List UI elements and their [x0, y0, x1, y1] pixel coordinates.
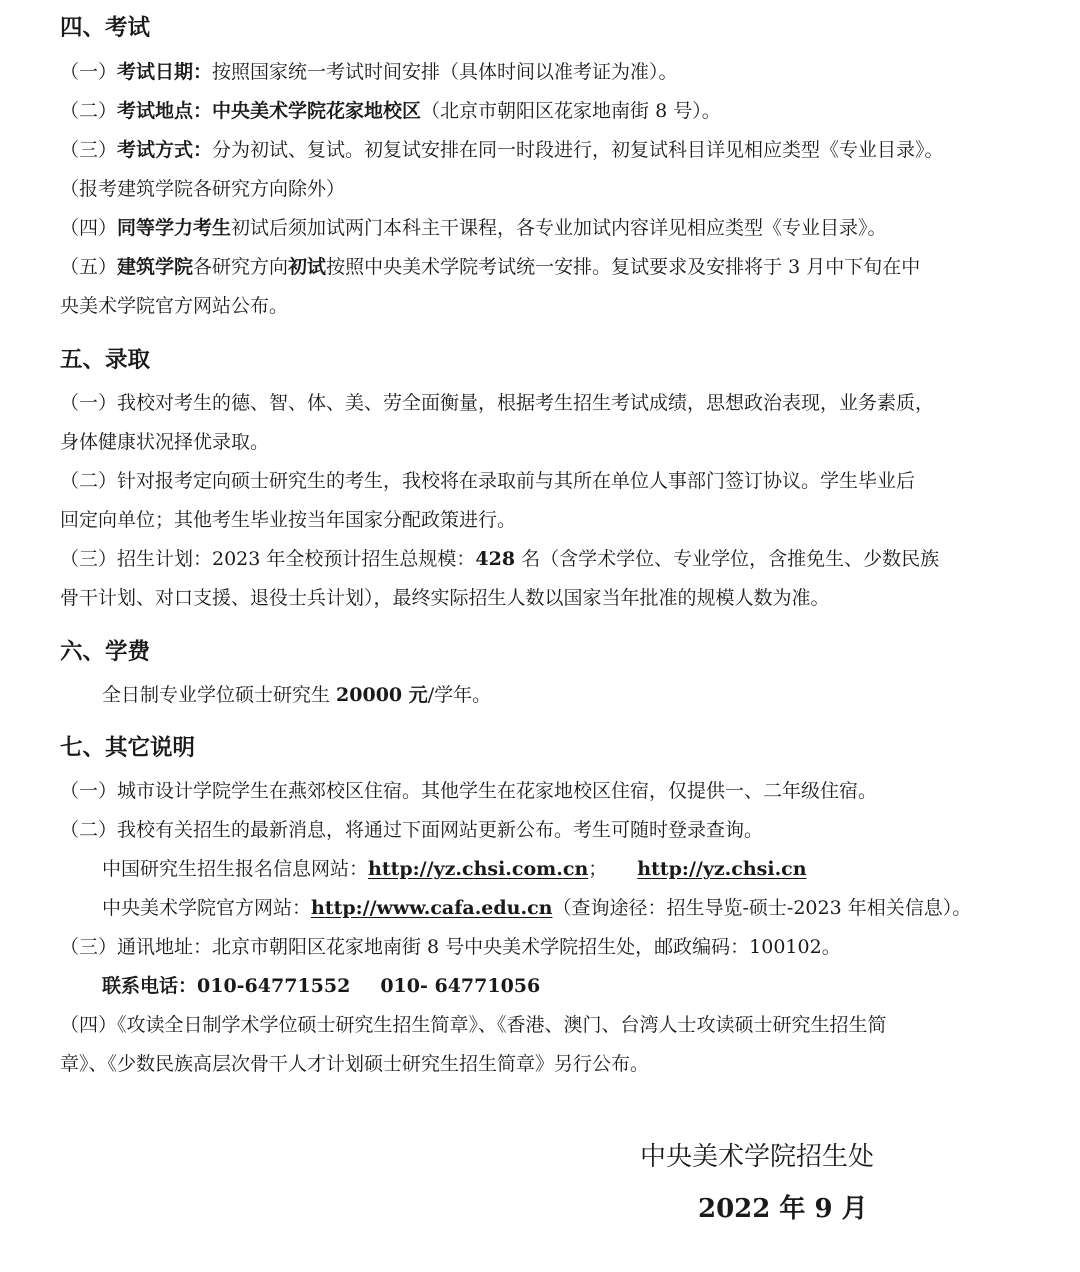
- tuition-amount: 20000: [336, 684, 403, 706]
- section-6-heading: [60, 632, 1028, 672]
- architecture-line-cont: [60, 286, 1028, 326]
- exam-method-line: [60, 130, 1028, 170]
- item-number: （四）: [60, 217, 118, 239]
- chsi-website-label: 中国研究生招生报名信息网站：: [102, 858, 369, 880]
- enrollment-plan-text: （三）招生计划：2023 年全校预计招生总规模：: [60, 548, 476, 570]
- admission-line-2: [60, 422, 1028, 462]
- admission-text: （二）针对报考定向硕士研究生的考生，我校将在录取前与其所在单位人事部门签订协议。学生毕业后: [60, 470, 916, 492]
- exam-location-line: [60, 91, 1028, 131]
- tuition-text: 全日制专业学位硕士研究生: [102, 684, 337, 706]
- item-number: （三）: [60, 139, 118, 161]
- equivalent-candidates-label: 同等学力考生: [117, 217, 232, 239]
- news-text: （二）我校有关招生的最新消息，将通过下面网站更新公布。考生可随时登录查询。: [60, 819, 764, 841]
- section-5-heading: [60, 340, 1028, 380]
- issue-date-text: 2022 年 9 月: [698, 1194, 868, 1224]
- exam-date-label: 考试日期：: [117, 61, 213, 83]
- section-4-heading: [60, 8, 1028, 48]
- exam-location-campus: 中央美术学院花家地校区: [212, 100, 422, 122]
- architecture-text-2: 按照中央美术学院考试统一安排。复试要求及安排将于 3 月中下旬在中: [326, 256, 921, 278]
- architecture-label: 建筑学院: [117, 256, 194, 278]
- separator: ；: [588, 858, 608, 880]
- address-text: （三）通讯地址：北京市朝阳区花家地南街 8 号中央美术学院招生处，邮政编码：100102。: [60, 936, 841, 958]
- enrollment-total: 428: [475, 548, 516, 570]
- section-7-heading-text: 七、其它说明: [60, 735, 196, 761]
- admission-line-4: [60, 500, 1028, 540]
- admission-text: （一）我校对考生的德、智、体、美、劳全面衡量，根据考生招生考试成绩，思想政治表现，业务素质，: [60, 392, 935, 414]
- cafa-website-line: [102, 888, 1028, 928]
- phone-line: [102, 966, 1028, 1006]
- exam-method-note: [60, 169, 1028, 209]
- address-line: [60, 927, 1028, 967]
- other-brochures-line-cont: [60, 1044, 1028, 1084]
- issue-date: [698, 1187, 868, 1231]
- admission-line-1: [60, 383, 1028, 423]
- enrollment-plan-line: [60, 539, 1028, 579]
- exam-location-label: 考试地点：: [117, 100, 213, 122]
- chsi-website-line: [102, 849, 1028, 889]
- item-number: （五）: [60, 256, 118, 278]
- other-brochures-text: （四）《攻读全日制学术学位硕士研究生招生简章》、《香港、澳门、台湾人士攻读硕士研究生招生简: [60, 1014, 887, 1036]
- tuition-unit: /学年。: [427, 684, 492, 706]
- chsi-link-1[interactable]: http://yz.chsi.com.cn: [368, 858, 589, 880]
- issuer-name-text: 中央美术学院招生处: [640, 1142, 875, 1172]
- item-number: （二）: [60, 100, 118, 122]
- chsi-link-2[interactable]: http://yz.chsi.cn: [637, 858, 807, 880]
- section-7-heading: [60, 728, 1028, 768]
- item-number: （一）: [60, 61, 118, 83]
- section-5-heading-text: 五、录取: [60, 347, 151, 373]
- section-6-heading-text: 六、学费: [60, 639, 151, 665]
- admission-line-3: [60, 461, 1028, 501]
- exam-location-address: （北京市朝阳区花家地南街 8 号）。: [421, 100, 721, 122]
- architecture-text-1: 各研究方向: [193, 256, 289, 278]
- housing-text: （一）城市设计学院学生在燕郊校区住宿。其他学生在花家地校区住宿，仅提供一、二年级住宿。: [60, 780, 878, 802]
- exam-method-label: 考试方式：: [117, 139, 213, 161]
- equivalent-candidates-line: [60, 208, 1028, 248]
- tuition-currency: 元: [402, 684, 428, 706]
- other-brochures-line: [60, 1005, 1028, 1045]
- phone-number-1: 联系电话：010-64771552: [102, 975, 351, 997]
- enrollment-plan-line-cont: [60, 578, 1028, 618]
- enrollment-plan-text-2: 名（含学术学位、专业学位，含推免生、少数民族: [515, 548, 940, 570]
- housing-line: [60, 771, 1028, 811]
- equivalent-candidates-text: 初试后须加试两门本科主干课程，各专业加试内容详见相应类型《专业目录》。: [231, 217, 887, 239]
- other-brochures-text-2: 章》、《少数民族高层次骨干人才计划硕士研究生招生简章》另行公布。: [60, 1053, 650, 1075]
- tuition-line: [102, 675, 1028, 715]
- phone-number-2: 010- 64771056: [380, 975, 541, 997]
- section-4-heading-text: 四、考试: [60, 15, 151, 41]
- news-line: [60, 810, 1028, 850]
- exam-method-text: 分为初试、复试。初复试安排在同一时段进行，初复试科目详见相应类型《专业目录》。: [212, 139, 944, 161]
- admission-text: 回定向单位；其他考生毕业按当年国家分配政策进行。: [60, 509, 517, 531]
- exam-date-text: 按照国家统一考试时间安排（具体时间以准考证为准）。: [212, 61, 678, 83]
- preliminary-exam-label: 初试: [288, 256, 327, 278]
- cafa-website-label: 中央美术学院官方网站：: [102, 897, 312, 919]
- enrollment-plan-text-3: 骨干计划、对口支援、退役士兵计划），最终实际招生人数以国家当年批准的规模人数为准。: [60, 587, 830, 609]
- admission-text: 身体健康状况择优录取。: [60, 431, 270, 453]
- architecture-text-3: 央美术学院官方网站公布。: [60, 295, 289, 317]
- exam-date-line: [60, 52, 1028, 92]
- exam-method-note-text: （报考建筑学院各研究方向除外）: [60, 178, 346, 200]
- issuer-name: [640, 1135, 874, 1179]
- architecture-line: [60, 247, 1028, 287]
- cafa-link[interactable]: http://www.cafa.edu.cn: [311, 897, 553, 919]
- cafa-website-note: （查询途径：招生导览-硕士-2023 年相关信息）。: [552, 897, 972, 919]
